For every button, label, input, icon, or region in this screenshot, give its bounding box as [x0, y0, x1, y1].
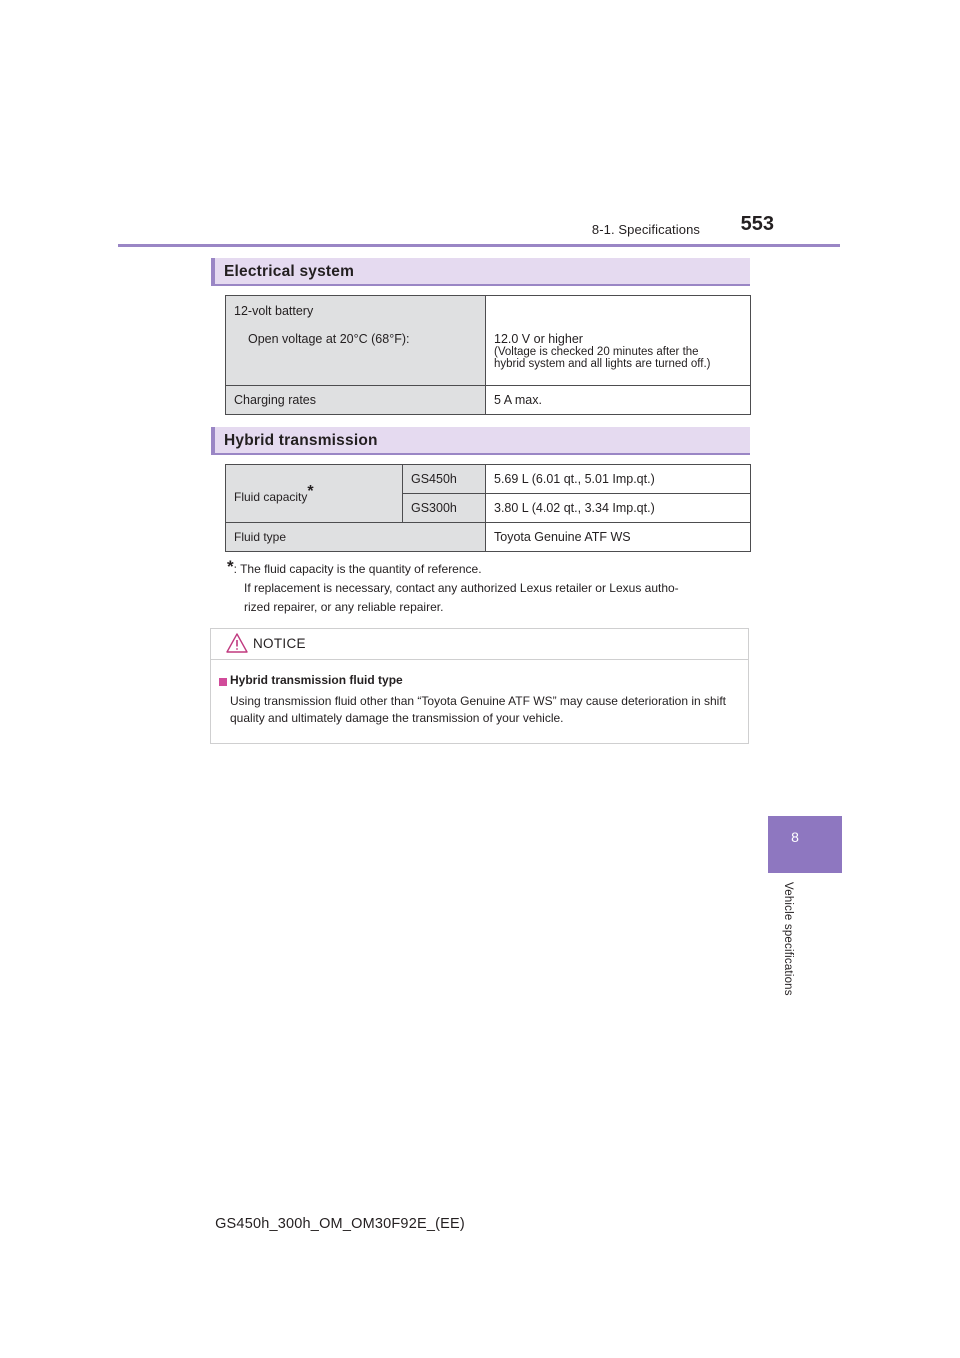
- notice-item-title: Hybrid transmission fluid type: [230, 673, 403, 687]
- capacity-gs450h: 5.69 L (6.01 qt., 5.01 Imp.qt.): [486, 465, 751, 494]
- fluid-type-label: Fluid type: [226, 523, 486, 552]
- footnote-line-2: If replacement is necessary, contact any authorized Lexus retailer or Lexus autho-: [244, 581, 679, 595]
- footnote: [227, 557, 747, 617]
- charging-value: 5 A max.: [486, 386, 751, 415]
- notice-header: [211, 629, 748, 660]
- voltage-value: 12.0 V or higher: [494, 332, 583, 346]
- notice-box: [210, 628, 749, 744]
- fluid-type-value: Toyota Genuine ATF WS: [486, 523, 751, 552]
- fluid-capacity-label: Fluid capacity: [234, 490, 308, 504]
- footnote-star: *: [227, 557, 234, 576]
- notice-title: NOTICE: [253, 636, 306, 651]
- footnote-line-1: : The fluid capacity is the quantity of reference.: [233, 562, 482, 576]
- hybrid-transmission-heading: Hybrid transmission: [211, 427, 750, 455]
- voltage-note-1: (Voltage is checked 20 minutes after the: [494, 346, 699, 358]
- battery-label: 12-volt battery: [234, 304, 314, 318]
- charging-label: Charging rates: [226, 386, 486, 415]
- page-number: 553: [740, 213, 774, 235]
- model-gs300h: GS300h: [403, 494, 486, 523]
- notice-body: Using transmission fluid other than “Toyota Genuine ATF WS” may cause deterioration in shift quality and ultimately damage the transmission of your vehicle.: [230, 694, 727, 725]
- fluid-capacity-cell: [226, 465, 403, 523]
- model-gs450h: GS450h: [403, 465, 486, 494]
- footnote-line-3: rized repairer, or any reliable repairer.: [244, 600, 444, 614]
- electrical-table: [225, 295, 751, 415]
- table-row: [226, 386, 751, 415]
- chapter-label-wrap: [782, 882, 806, 1022]
- bullet-square-icon: [219, 678, 227, 686]
- battery-cell: [226, 296, 486, 386]
- table-row: [226, 465, 751, 494]
- voltage-cell: [486, 296, 751, 386]
- electrical-system-heading: Electrical system: [211, 258, 750, 286]
- table-row: [226, 523, 751, 552]
- section-title: 8-1. Specifications: [591, 222, 700, 237]
- open-voltage-label: Open voltage at 20°C (68°F):: [248, 332, 410, 346]
- table-row: [226, 296, 751, 386]
- document-code: GS450h_300h_OM_OM30F92E_(EE): [215, 1216, 465, 1232]
- header-rule: [118, 244, 840, 247]
- hybrid-table: [225, 464, 751, 552]
- chapter-number: 8: [791, 829, 799, 845]
- footnote-mark: *: [307, 483, 314, 500]
- warning-triangle-icon: [226, 633, 248, 653]
- voltage-note-2: hybrid system and all lights are turned off.): [494, 358, 711, 370]
- capacity-gs300h: 3.80 L (4.02 qt., 3.34 Imp.qt.): [486, 494, 751, 523]
- chapter-label: Vehicle specifications: [782, 882, 794, 996]
